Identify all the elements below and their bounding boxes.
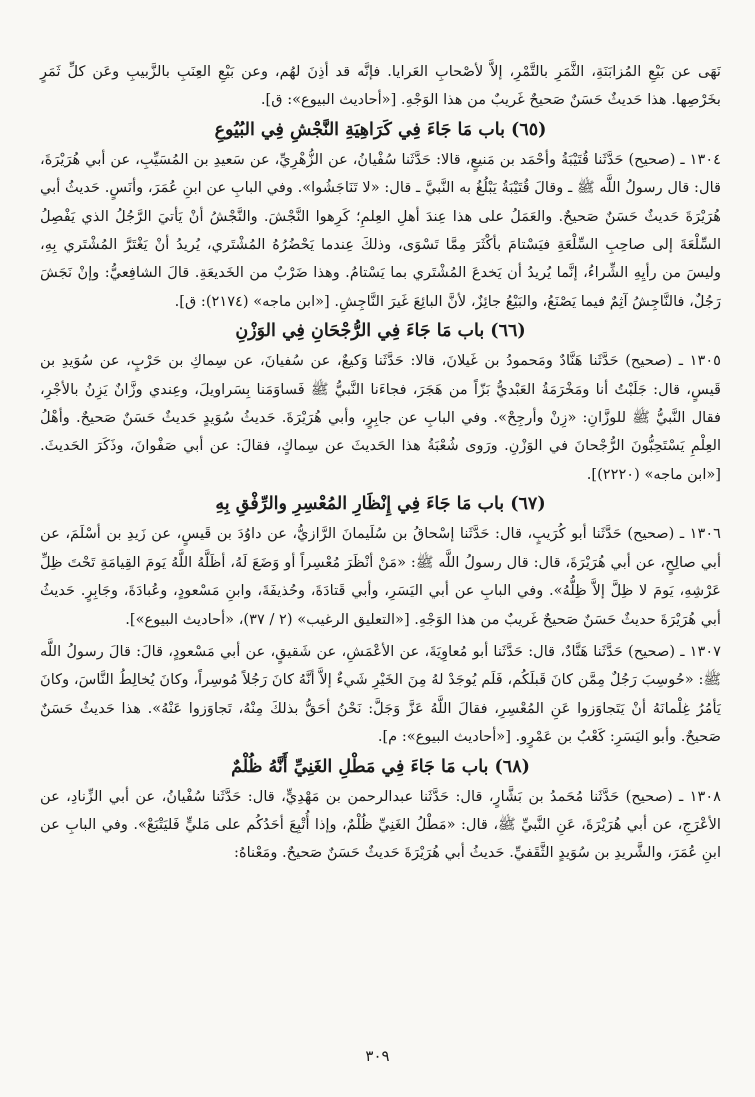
chapter-heading-65: (٦٥) باب مَا جَاءَ فِي كَرَاهِيَةِ النَّجْشِ فِي البُيُوعِ xyxy=(214,119,547,140)
page-number: ٣٠٩ xyxy=(365,1047,390,1065)
intro-paragraph: نَهَى عن بَيْعِ المُزابَنَةِ، الثَّمَرِ بالتَّمْرِ، إلاَّ لأصْحابِ العَرايا. فإنَّه قد أذِنَ لهُم، وعن بَيْعِ العِنَبِ بالزَّبيبِ وعَن كلِّ ثَمَرٍ بخَرْصِها. هذا حَديثٌ حَسَنٌ صَحيحٌ غَريبٌ من هذا الوَجْهِ. [«أحاديث البيوع»: ق]. xyxy=(40,63,721,109)
chapter-heading-67: (٦٧) باب مَا جَاءَ فِي إِنْظَارِ المُعْسِرِ والرِّفْقِ بِهِ xyxy=(215,494,546,515)
hadith-1308: ١٣٠٨ ـ (صحيح) حَدَّثَنا مُحَمدُ بن بَشَّارٍ، قال: حَدَّثَنا عبدالرحمن بن مَهْدِيٍّ، قال: حَدَّثَنا سُفْيانُ، عن أبي الزِّنادِ، عن الأعْرَجِ، عن أبي هُرَيْرَةَ، عَنِ النَّبيِّ ﷺ، قال: «مَطْلُ الغَنِيِّ ظُلْمٌ، وإذا أُتْبِعَ أحَدُكُم على مَليٍّ فَليَتْبَعْ». وفي البابِ عن ابنِ عُمَرَ، والشَّريدِ بن سُوَيدٍ الثَّقَفيِّ. حَديثُ أبي هُرَيْرَةَ حَديثٌ حَسَنٌ صَحيحٌ. ومَعْناهُ: xyxy=(40,787,721,862)
hadith-1304: ١٣٠٤ ـ (صحيح) حَدَّثَنا قُتَيْبَةُ وأحْمَد بن مَنيعٍ، قالا: حَدَّثَنا سُفْيانُ، عن الزُّهْرِيِّ، عن سَعيدِ بن المُسَيِّبِ، عن أبي هُرَيْرَةَ، قال: قال رسولُ اللَّه ﷺ ـ وقالَ قُتَيْبَةُ يَبْلُغُ به النَّبيَّ ـ قال: «لا تَنَاجَشُوا». وفي البابِ عن ابنِ عُمَرَ، وأنَسٍ. حَديثُ أبي هُرَيْرَةَ حَديثٌ حَسَنٌ صَحيحٌ. والعَمَلُ على هذا عِندَ أهلِ العِلمِ؛ كَرِهوا النَّجْشَ. والنَّجْشُ أنْ يَأتيَ الرَّجُلُ الذي يَفْصِلُ السِّلْعَةَ إلى صاحِبِ السِّلْعَةِ فيَسْتامَ بأكْثَرَ مِمَّا تَسْوَى، وذلكَ عِندما يَحْضُرُهُ المُشْتَري، يُريدُ أنْ يَغْتَرَّ المُشْتَري بِهِ، وليسَ من رأيِهِ الشِّراءُ، إنَّما يُريدُ أن يَخدعَ المُشْتَري بما يَسْتامُ. وهذا ضَرْبٌ من الخَديعَةِ. قالَ الشافِعيُّ: وإنْ نَجَشَ رَجُلٌ، فالنَّاجِشُ آثِمٌ فيما يَصْنَعُ، والبَيْعُ جائِزٌ، لأنَّ البائِعَ غَيرَ النَّاجِشِ. [«ابن ماجه» (٢١٧٤): ق]. xyxy=(40,150,721,310)
chapter-heading-68: (٦٨) باب مَا جَاءَ فِي مَطْلِ الغَنِيِّ أَنَّهُ ظُلْمٌ xyxy=(231,756,530,777)
hadith-1306: ١٣٠٦ ـ (صحيح) حَدَّثَنا أبو كُرَيبٍ، قال: حَدَّثَنا إسْحاقُ بن سُلَيمانَ الرَّازيُّ، عن داوُدَ بن قَيسٍ، عن زَيدِ بن أسْلَمَ، عن أبي صالِحٍ، عن أبي هُرَيْرَةَ، قال: قال رسولُ اللَّه ﷺ: «مَنْ أنْظَرَ مُعْسِراً أو وَضَعَ لَهُ، أظَلَّهُ اللَّهُ يَومَ القِيامَةِ تَحْتَ ظِلِّ عَرْشِهِ، يَومَ لا ظِلَّ إلاَّ ظِلُّهُ». وفي البابِ عن أبي اليَسَرِ، وأبي قَتادَةَ، وحُذيفَةَ، وابنِ مَسْعودٍ، وعُبادَةَ، وجَابِرٍ. حَديثُ أبي هُرَيْرَةَ حديثٌ حَسَنٌ صَحيحٌ غَريبٌ من هذا الوَجْهِ. [«التعليق الرغيب» (٢ / ٣٧)، «أحاديث البيوع»]. xyxy=(40,525,721,628)
hadith-1305: ١٣٠٥ ـ (صحيح) حَدَّثَنا هَنَّادٌ ومَحمودُ بن غَيلانَ، قالا: حَدَّثَنا وَكيعٌ، عن سُفيانَ، عن سِماكِ بن حَرْبٍ، عن سُوَيدِ بن قَيسٍ، قال: جَلَبْتُ أنا ومَخْرَمَةُ العَبْديُّ بَزّاً من هَجَرَ، فجاءَنا النَّبيُّ ﷺ فَساوَمَنا بِسَراويلَ، وعِندي وزَّانٌ يَزِنُ بالأجْرِ، فقال النَّبيُّ ﷺ للوزَّانِ: «زِنْ وأرجِحْ». وفي البابِ عن جابِرٍ، وأبي هُرَيْرَةَ. حَديثُ سُوَيدٍ حَديثٌ حَسَنٌ صَحيحٌ. وأهْلُ العِلْمِ يَسْتَحِبُّونَ الرُّجْحانَ في الوَزْنِ. ورَوى شُعْبَةُ هذا الحَديثَ عن سِماكٍ، فقالَ: عن أبي صَفْوانَ، وذَكَرَ الحَديثَ. [«ابن ماجه» (٢٢٢٠)]. xyxy=(40,352,721,483)
hadith-1307: ١٣٠٧ ـ (صحيح) حَدَّثَنا هَنَّادٌ، قال: حَدَّثَنا أبو مُعاوِيَةَ، عن الأعْمَشِ، عن شَقيقٍ، عن أبي مَسْعودٍ، قالَ: قالَ رسولُ اللَّه ﷺ: «حُوسِبَ رَجُلٌ مِمَّن كانَ قَبلَكُم، فَلَم يُوجَدْ لهُ مِنَ الخَيْرِ شَيءٌ إلاَّ أنَّهُ كانَ رَجُلاً مُوسِراً، وكانَ يُخالِطُ النَّاسَ، وكانَ يَأمُرُ غِلْمانَهُ أنْ يَتَجاوَزوا عَنِ المُعْسِرِ، فقالَ اللَّهُ عَزَّ وَجَلَّ: نَحْنُ أحَقُّ بذلكَ مِنْهُ، تَجاوَزوا عَنْهُ». هذا حَديثٌ حَسَنٌ صَحيحٌ. وأبو اليَسَرِ: كَعْبُ بن عَمْرٍو. [«أحاديث البيوع»: م]. xyxy=(40,642,721,746)
chapter-heading-66: (٦٦) باب مَا جَاءَ فِي الرُّجْحَانِ فِي الوَزْنِ xyxy=(235,321,526,342)
